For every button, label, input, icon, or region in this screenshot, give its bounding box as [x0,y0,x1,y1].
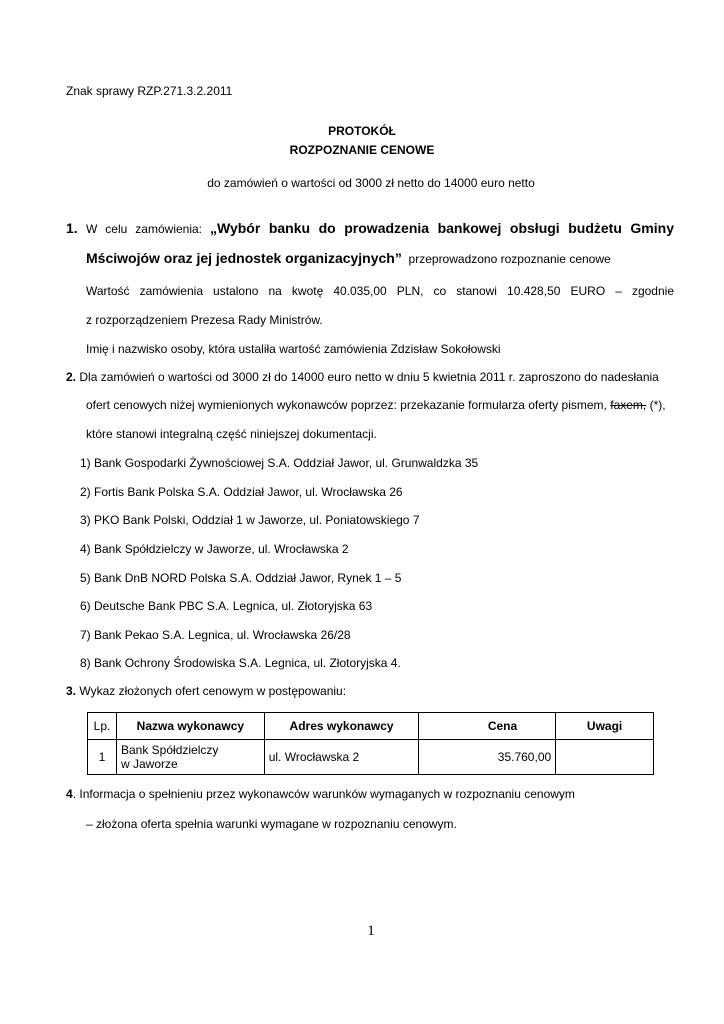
section1-line1 [86,220,674,236]
cell-name-line1: Bank Spółdzielczy [120,743,219,757]
contractor-item: 7) Bank Pekao S.A. Legnica, ul. Wrocławska 26/28 [80,628,351,642]
table-row [88,740,654,775]
section3-text: Wykaz złożonych ofert cenowym w postępowaniu: [79,684,347,698]
header-price: Cena [419,713,556,740]
section2-line2 [86,398,666,412]
order-title-line1: „Wybór banku do prowadzenia bankowej obsługi budżetu Gminy [210,220,674,236]
contractor-item: 5) Bank DnB NORD Polska S.A. Oddział Jawor, Rynek 1 – 5 [80,571,402,585]
header-lp: Lp. [88,713,117,740]
section2-line1 [66,370,659,384]
section2-line3: które stanowi integralną część niniejszej dokumentacji. [86,427,377,441]
section1-number: 1. [66,220,78,236]
section3-number: 3. [66,684,77,698]
contractor-item: 1) Bank Gospodarki Żywnościowej S.A. Oddział Jawor, ul. Grunwaldzka 35 [80,456,479,470]
contractor-item: 8) Bank Ochrony Środowiska S.A. Legnica, ul. Złotoryjska 4. [80,656,401,670]
header-name: Nazwa wykonawcy [116,713,264,740]
header-address: Adres wykonawcy [264,713,419,740]
contractor-item: 4) Bank Spółdzielczy w Jaworze, ul. Wrocławska 2 [80,542,349,556]
document-subtitle: ROZPOZNANIE CENOWE [289,143,435,157]
section1-value-line1: Wartość zamówienia ustalono na kwotę 40.035,00 PLN, co stanowi 10.428,50 EURO – zgodnie [86,284,674,298]
section2-text-line1: Dla zamówień o wartości od 3000 zł do 14000 euro netto w dniu 5 kwietnia 2011 r. zaproszono do nadesłania [79,370,659,384]
header-notes: Uwagi [556,713,654,740]
page-number: 1 [367,923,375,939]
cell-notes [556,740,654,775]
section3-line [66,684,346,698]
document-scope: do zamówień o wartości od 3000 zł netto do 14000 euro netto [207,176,535,190]
section2-struck-fax: faxem, [610,398,647,412]
section1-line2 [86,250,611,266]
offers-table [87,712,654,775]
order-title-line2: Mściwojów oraz jej jednostek organizacyjnych” [86,250,402,266]
cell-name-line2: w Jaworze [120,757,178,771]
section1-intro: W celu zamówienia: [86,222,203,236]
section2-text-line2: ofert cenowych niżej wymienionych wykonawców poprzez: przekazanie formularza oferty pismem, [86,398,607,412]
section1-conducted: przeprowadzono rozpoznanie cenowe [408,252,611,266]
document-title: PROTOKÓŁ [328,124,396,138]
cell-lp: 1 [88,740,117,775]
section4-number: 4 [66,787,73,801]
contractor-item: 3) PKO Bank Polski, Oddział 1 w Jaworze, ul. Poniatowskiego 7 [80,513,420,527]
section2-text-line2-end: (*), [649,398,666,412]
section1-person: Imię i nazwisko osoby, która ustaliła wartość zamówienia Zdzisław Sokołowski [86,342,501,356]
section1-value-line2: z rozporządzeniem Prezesa Rady Ministrów. [86,313,323,327]
section1 [66,220,78,236]
cell-price: 35.760,00 [419,740,556,775]
contractor-item: 2) Fortis Bank Polska S.A. Oddział Jawor, ul. Wrocławska 26 [80,485,403,499]
section4-text: . Informacja o spełnieniu przez wykonawców warunków wymaganych w rozpoznaniu cenowym [72,787,575,801]
cell-name [116,740,264,775]
section4-line [66,787,575,801]
cell-address: ul. Wrocławska 2 [264,740,419,775]
table-header-row [88,713,654,740]
case-number: Znak sprawy RZP.271.3.2.2011 [66,84,233,98]
contractor-item: 6) Deutsche Bank PBC S.A. Legnica, ul. Złotoryjska 63 [80,599,373,613]
section2-number: 2. [66,370,77,384]
section4-result: – złożona oferta spełnia warunki wymagane w rozpoznaniu cenowym. [86,817,457,831]
